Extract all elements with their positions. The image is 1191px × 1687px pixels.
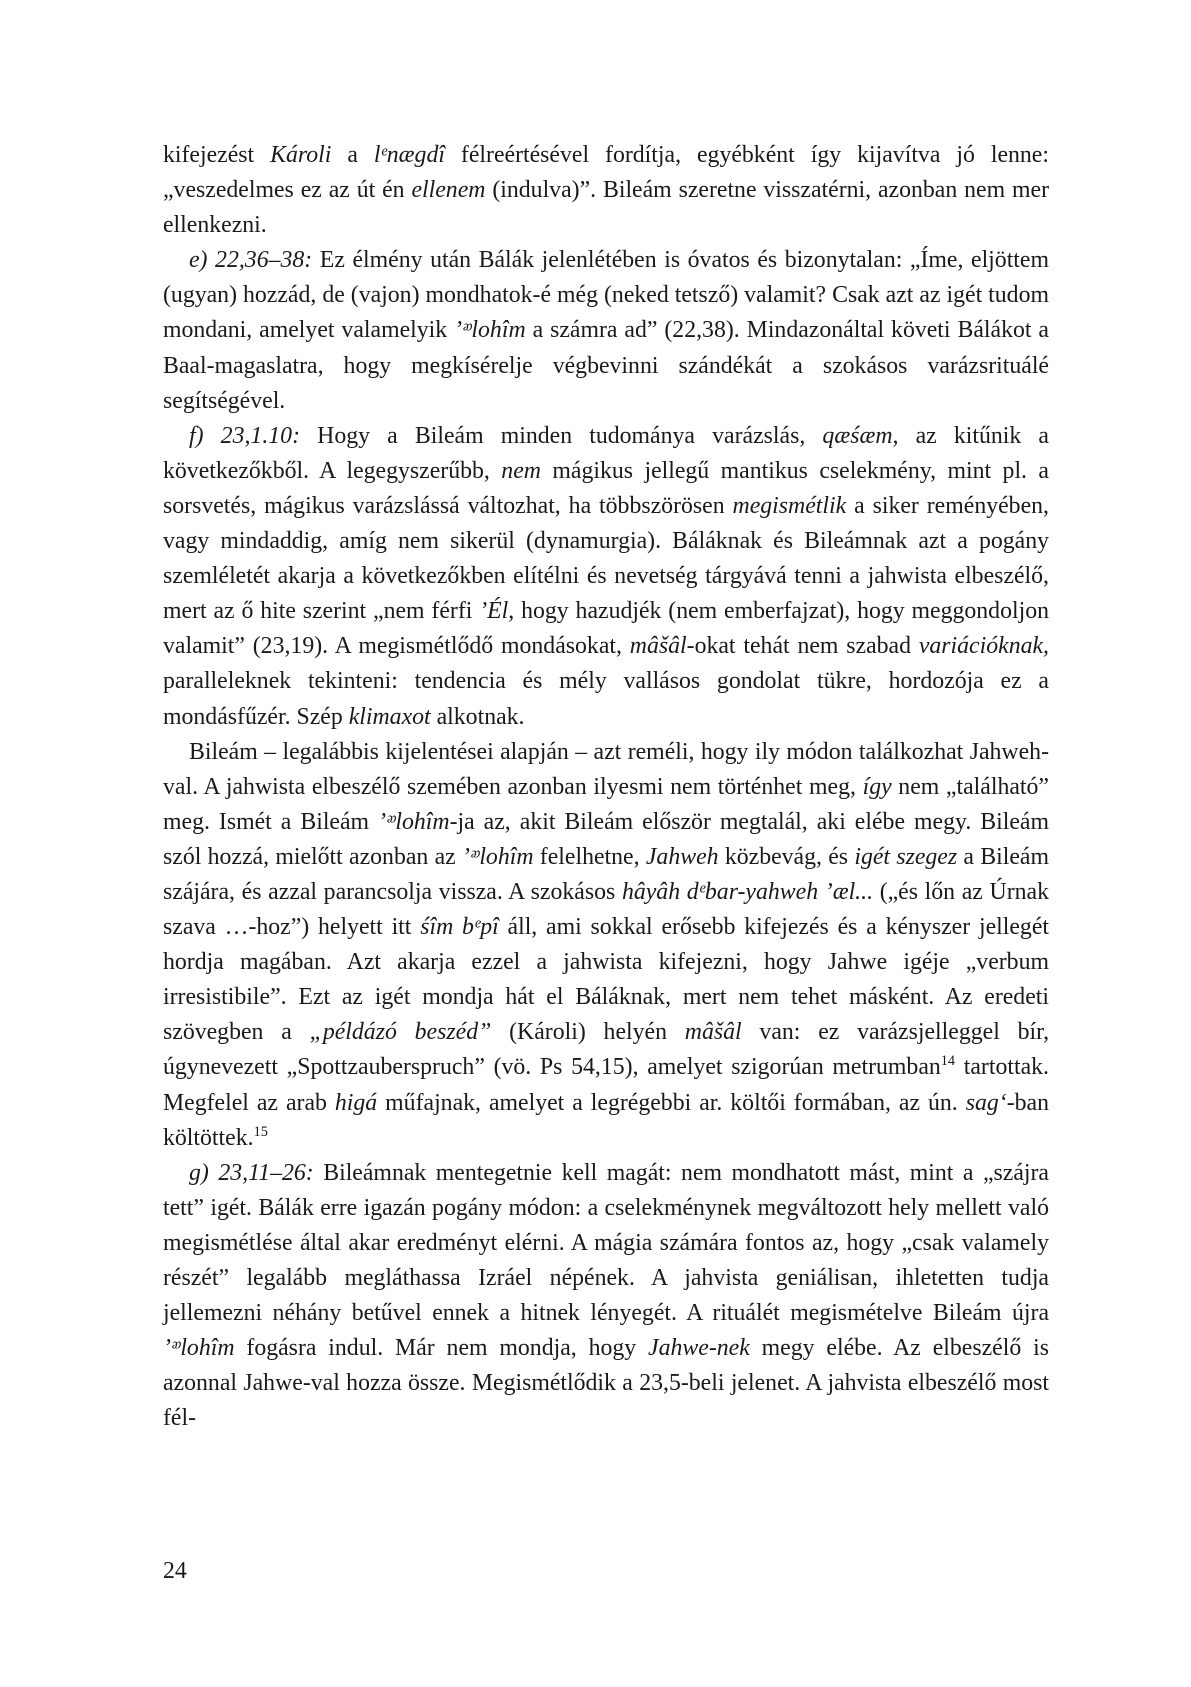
italic-text: variációknak, <box>918 633 1050 660</box>
text-run: közbevág, és <box>718 843 855 870</box>
text-run: -ja az, akit Bileám először megtalál, aki elébe megy. Bileám szól hozzá, mielőtt azonban az <box>163 808 1049 870</box>
italic-text: higá <box>334 1089 378 1116</box>
text-run: -okat tehát nem szabad <box>686 633 919 660</box>
italic-text: g) 23,11–26: <box>189 1159 314 1186</box>
text-run: nem „található” meg. Ismét a Bileám <box>163 773 1049 835</box>
italic-text: nem <box>501 457 541 484</box>
text-run: Bileámnak mentegetnie kell magát: nem mondhatott mást, mint a „szájra tett” igét. Bálák erre igazán pogány módon: a cselekménynek megváltozott hely mellett való megismétlése által akar eredményt elérni. A mágia számára fontos az, hogy „csak valamely részét” legalább megláthassa Izráel népének. A jahvista geniálisan, ihletetten tudja jellemezni néhány betűvel ennek a hitnek lényegét. A rituálét megismételve Bileám újra <box>163 1159 1049 1327</box>
paragraph <box>163 1156 1049 1437</box>
italic-text: e) 22,36–38: <box>189 247 313 274</box>
text-run: Ez élmény után Bálák jelenlétében is óvatos és bizonytalan: „Íme, eljöttem (ugyan) hozzád, de (vajon) mondhatok-é még (neked tetsző) valamit? Csak azt az igét tudom mondani, amelyet valamelyik <box>163 247 1049 344</box>
text-run: kifejezést <box>163 142 271 168</box>
text-run: („és lőn az Úrnak szava …-hoz”) helyett itt <box>163 878 1049 941</box>
paragraph <box>163 735 1049 1156</box>
italic-text: mâšâl <box>629 633 687 660</box>
italic-text: qæśæm, <box>822 422 899 449</box>
text-run: alkotnak. <box>430 703 525 730</box>
text-run: Hogy a Bileám minden tudománya varázslás, <box>300 422 823 449</box>
italic-text: klimaxot <box>348 703 431 730</box>
page-number: 24 <box>163 1558 187 1584</box>
italic-text: ’ᵆlohîm <box>378 808 450 835</box>
paragraph <box>163 419 1049 735</box>
italic-text: ’ᵆlohîm <box>462 843 534 870</box>
italic-text: Jahweh <box>645 843 719 870</box>
italic-text: ellenem <box>411 177 486 204</box>
italic-text: megismétlik <box>732 492 847 519</box>
italic-text: f) 23,1.10: <box>189 422 300 449</box>
text-run: a <box>331 142 374 168</box>
text-run: mágikus jellegű mantikus cselekmény, mint pl. a sorsvetés, mágikus varázslássá változhat, ha többszörösen <box>163 457 1049 519</box>
footnote-ref: 14 <box>940 1053 956 1070</box>
text-run: Bileám – legalábbis kijelentései alapján – azt reméli, hogy ily módon találkozhat Jahweh-val. A jahwista elbeszélő szemében azonban ilyesmi nem történhet meg, <box>163 738 1049 800</box>
italic-text: śîm bᵉpî <box>420 914 499 941</box>
text-run: fogásra indul. Már nem mondja, hogy <box>234 1335 649 1362</box>
paragraph <box>163 243 1049 418</box>
text-run: (indulva)”. Bileám szeretne visszatérni, azonban nem mer ellenkezni. <box>163 177 1049 239</box>
italic-text: ’ᵆlohîm <box>454 317 526 344</box>
text-run: műfajnak, amelyet a legrégebbi ar. költői formában, az ún. <box>377 1089 966 1116</box>
text-run: a Bileám szájára, és azzal parancsolja vissza. A szokásos <box>163 843 1049 905</box>
paragraph <box>163 138 1049 243</box>
text-run: félreértésével fordítja, egyébként így kijavítva jó lenne: „veszedelmes ez az út én <box>163 142 1049 204</box>
text-run: , hogy hazudjék (nem emberfajzat), hogy meggondoljon valamit” (23,19). A megismétlődő mondásokat, <box>163 598 1049 660</box>
body-text <box>163 138 1049 1436</box>
footnote-ref: 15 <box>253 1123 268 1140</box>
italic-text: hâyâh dᵉbar-yahweh ’æl... <box>621 878 874 905</box>
italic-text: igét szegez <box>854 843 958 870</box>
italic-text: sag‘ <box>965 1089 1007 1116</box>
text-run: paralleleknek tekinteni: tendencia és mély vallásos gondolat tükre, hordozója ez a mondásfűzér. Szép <box>163 668 1049 730</box>
italic-text: lᵉnægdî <box>373 142 445 168</box>
text-run: felelhetne, <box>533 843 646 870</box>
text-run: áll, ami sokkal erősebb kifejezés és a kényszer jellegét hordja magában. Azt akarja ezzel a jahwista kifejezni, hogy Jahwe igéje „verbum irresistibile”. Ezt az igét mondja hát el Báláknak, mert nem tehet másként. Az eredeti szövegben a <box>163 914 1049 1046</box>
text-run: a siker reményében, vagy mindaddig, amíg nem sikerül (dynamurgia). Báláknak és Bileámnak azt a pogány szemléletét akarja a következőkben elítélni és nevetség tárgyává tenni a jahwista elbeszélő, mert az ő hite szerint „nem férfi <box>163 492 1049 625</box>
text-run: (Károli) helyén <box>491 1019 685 1046</box>
italic-text: így <box>862 773 892 800</box>
italic-text: Jahwe-nek <box>648 1335 750 1362</box>
text-run: van: ez varázsjelleggel bír, úgynevezett „Spottzauberspruch” (vö. Ps 54,15), amelyet szigorúan metrumban <box>163 1019 1050 1081</box>
italic-text: ’Él <box>479 598 509 625</box>
italic-text: „példázó beszéd” <box>309 1019 492 1046</box>
text-run: tartottak. Megfelel az arab <box>163 1054 1049 1116</box>
italic-text: Károli <box>270 142 332 168</box>
text-run: -ban költöttek. <box>163 1089 1049 1151</box>
text-run: az kitűnik a következőkből. A legegyszerűbb, <box>163 422 1049 484</box>
italic-text: mâšâl <box>684 1019 742 1046</box>
text-run: a számra ad” (22,38). Mindazonáltal követi Bálákot a Baal-magaslatra, hogy megkísérelje végbevinni szándékát a szokásos varázsrituálé segítségével. <box>163 317 1049 414</box>
italic-text: ’ᵆlohîm <box>163 1335 235 1362</box>
text-run: megy elébe. Az elbeszélő is azonnal Jahwe-val hozza össze. Megismétlődik a 23,5-beli jelenet. A jahvista elbeszélő most fél- <box>163 1335 1049 1432</box>
